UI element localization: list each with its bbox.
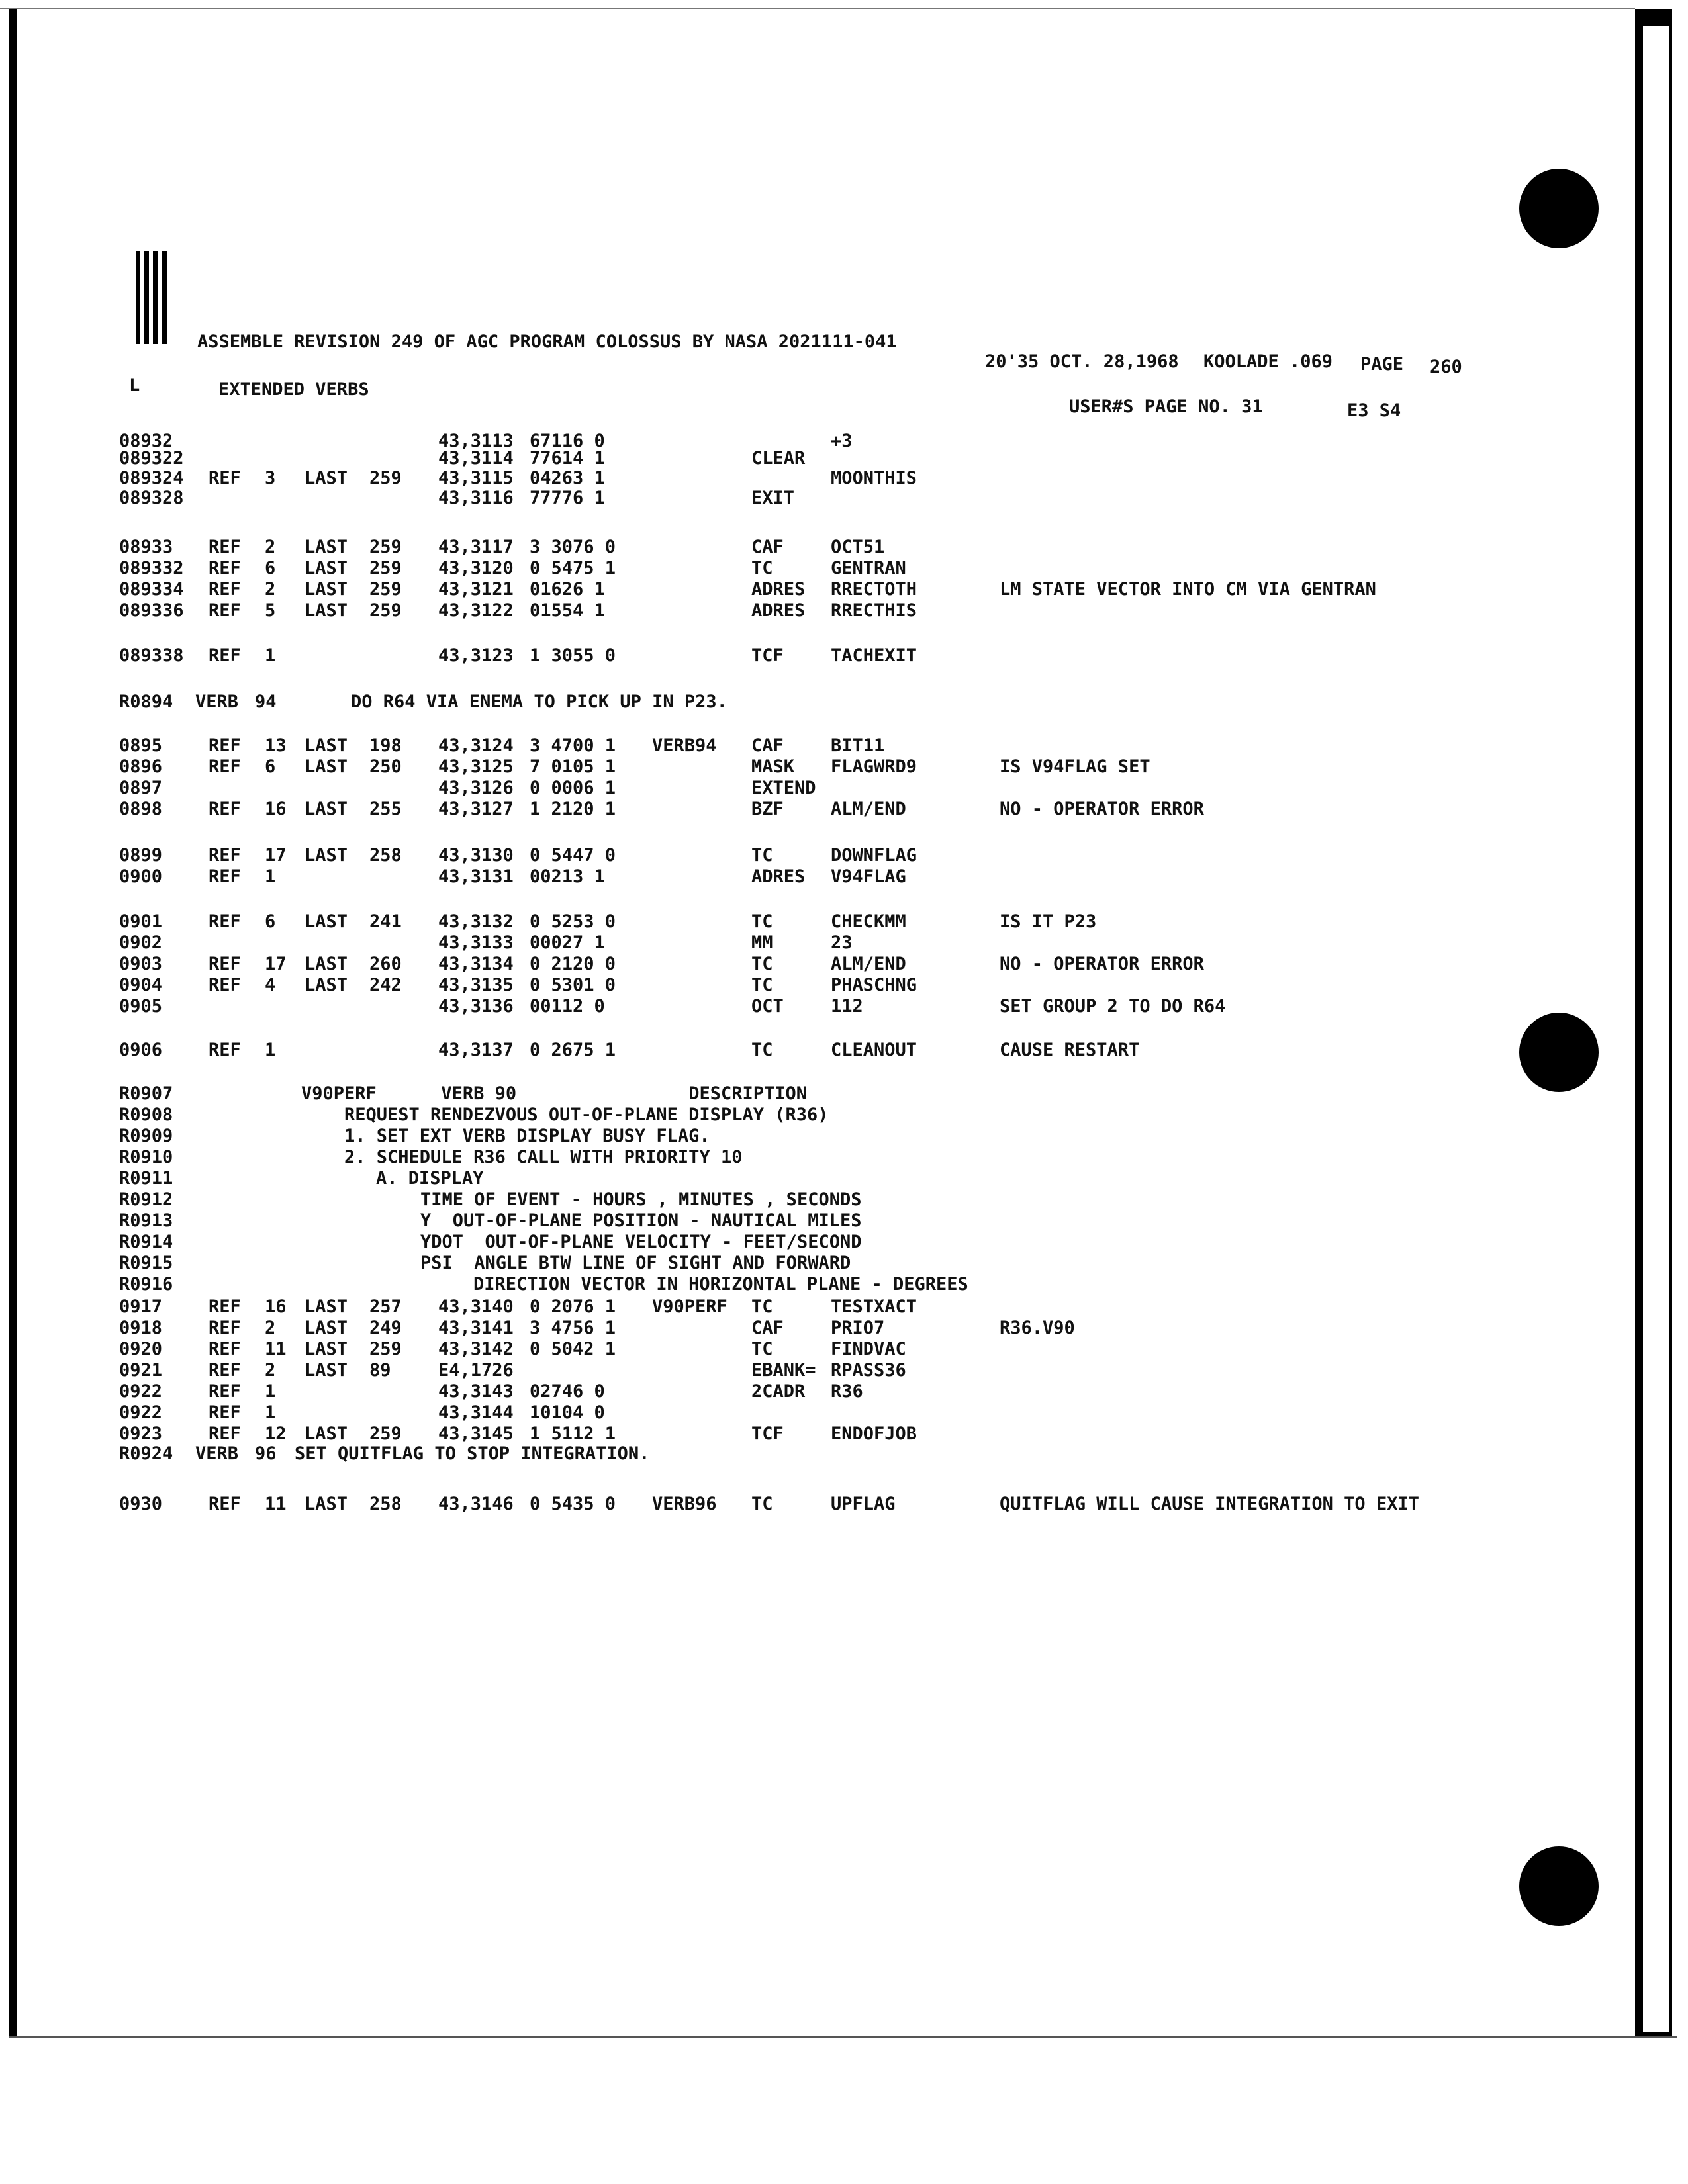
line-refn: 94 xyxy=(255,692,277,712)
line-comment: QUITFLAG WILL CAUSE INTEGRATION TO EXIT xyxy=(1000,1494,1419,1514)
line-seq: 0922 xyxy=(119,1402,163,1423)
line-refn: 2 xyxy=(265,537,276,557)
line-lastn: 259 xyxy=(369,579,402,600)
line-lastn: 249 xyxy=(369,1318,402,1338)
line-refn: 17 xyxy=(265,845,287,866)
line-text: REQUEST RENDEZVOUS OUT-OF-PLANE DISPLAY (R36) xyxy=(344,1105,829,1125)
line-label: V90PERF xyxy=(652,1297,727,1317)
line-addr: 43,3144 xyxy=(438,1402,514,1423)
user-page: USER#S PAGE NO. 31 xyxy=(1069,396,1263,417)
line-ref: REF xyxy=(209,954,241,974)
line-seq: 0895 xyxy=(119,735,163,756)
line-operand: TESTXACT xyxy=(831,1297,917,1317)
line-op: 2CADR xyxy=(751,1381,806,1402)
line-code: 00027 1 xyxy=(530,933,605,953)
listing-line xyxy=(0,995,1688,1023)
line-ref: REF xyxy=(209,866,241,887)
line-seq: 089328 xyxy=(119,488,184,508)
line-operand: PRIO7 xyxy=(831,1318,885,1338)
line-ref: REF xyxy=(209,1339,241,1359)
line-lastn: 259 xyxy=(369,1339,402,1359)
line-operand: RRECTOTH xyxy=(831,579,917,600)
line-seq: R0910 xyxy=(119,1147,173,1167)
line-text: 1. SET EXT VERB DISPLAY BUSY FLAG. xyxy=(344,1126,710,1146)
line-addr: E4,1726 xyxy=(438,1360,514,1381)
line-text: A. DISPLAY xyxy=(376,1168,484,1189)
line-code: 3 4756 1 xyxy=(530,1318,616,1338)
line-seq: R0924 xyxy=(119,1443,173,1464)
line-ref: REF xyxy=(209,1494,241,1514)
line-last: LAST xyxy=(305,579,348,600)
line-op: TCF xyxy=(751,1424,784,1444)
line-op: EXTEND xyxy=(751,778,816,798)
line-operand: CLEANOUT xyxy=(831,1040,917,1060)
line-lastn: 257 xyxy=(369,1297,402,1317)
line-seq: 089336 xyxy=(119,600,184,621)
line-ref: REF xyxy=(209,1360,241,1381)
line-refn: 11 xyxy=(265,1494,287,1514)
line-last: LAST xyxy=(305,537,348,557)
line-text: TIME OF EVENT - HOURS , MINUTES , SECONDS xyxy=(420,1189,862,1210)
line-code: 0 2076 1 xyxy=(530,1297,616,1317)
line-last: LAST xyxy=(305,1360,348,1381)
line-seq: R0914 xyxy=(119,1232,173,1252)
line-addr: 43,3134 xyxy=(438,954,514,974)
line-operand: 112 xyxy=(831,996,863,1017)
line-code: 1 2120 1 xyxy=(530,799,616,819)
line-ref: REF xyxy=(209,799,241,819)
line-code: 01626 1 xyxy=(530,579,605,600)
line-lastn: 241 xyxy=(369,911,402,932)
page-top-edge xyxy=(0,8,1635,9)
line-code: 0 5253 0 xyxy=(530,911,616,932)
line-code: 0 5475 1 xyxy=(530,558,616,578)
line-code: 7 0105 1 xyxy=(530,756,616,777)
line-refn: 1 xyxy=(265,1402,276,1423)
line-operand: FLAGWRD9 xyxy=(831,756,917,777)
line-addr: 43,3132 xyxy=(438,911,514,932)
line-addr: 43,3136 xyxy=(438,996,514,1017)
line-code: 0 5301 0 xyxy=(530,975,616,995)
line-lastn: 258 xyxy=(369,845,402,866)
header-page-label: PAGE xyxy=(1360,354,1404,375)
line-refn: 96 xyxy=(255,1443,277,1464)
line-ref: REF xyxy=(209,1424,241,1444)
sheet-id: E3 S4 xyxy=(1347,400,1401,421)
line-op: ADRES xyxy=(751,866,806,887)
line-last: LAST xyxy=(305,1297,348,1317)
line-code: 77614 1 xyxy=(530,448,605,469)
line-last: LAST xyxy=(305,735,348,756)
line-op: MASK xyxy=(751,756,795,777)
line-operand: 23 xyxy=(831,933,853,953)
line-code: 3 3076 0 xyxy=(530,537,616,557)
line-refn: 6 xyxy=(265,911,276,932)
line-seq: 0922 xyxy=(119,1381,163,1402)
line-seq: 0899 xyxy=(119,845,163,866)
line-code: 0 5447 0 xyxy=(530,845,616,866)
line-text: 2. SCHEDULE R36 CALL WITH PRIORITY 10 xyxy=(344,1147,743,1167)
line-seq: 0917 xyxy=(119,1297,163,1317)
line-lastn: 259 xyxy=(369,537,402,557)
line-addr: 43,3141 xyxy=(438,1318,514,1338)
line-op: TC xyxy=(751,954,773,974)
line-seq: 0900 xyxy=(119,866,163,887)
line-lastn: 259 xyxy=(369,468,402,488)
section-title: EXTENDED VERBS xyxy=(218,379,369,400)
header-time: 20'35 OCT. 28,1968 xyxy=(985,351,1179,372)
line-ref: REF xyxy=(209,558,241,578)
line-op: TC xyxy=(751,911,773,932)
line-seq: 0923 xyxy=(119,1424,163,1444)
line-op: TC xyxy=(751,975,773,995)
line-seq: 0921 xyxy=(119,1360,163,1381)
line-lastn: 250 xyxy=(369,756,402,777)
line-seq: 089324 xyxy=(119,468,184,488)
line-seq: 0898 xyxy=(119,799,163,819)
line-operand: CHECKMM xyxy=(831,911,906,932)
line-lastn: 258 xyxy=(369,1494,402,1514)
line-comment: IS V94FLAG SET xyxy=(1000,756,1150,777)
line-seq: R0912 xyxy=(119,1189,173,1210)
line-addr: 43,3117 xyxy=(438,537,514,557)
line-seq: 08933 xyxy=(119,537,173,557)
line-code: 00112 0 xyxy=(530,996,605,1017)
line-operand: MOONTHIS xyxy=(831,468,917,488)
line-seq: R0915 xyxy=(119,1253,173,1273)
line-ref: REF xyxy=(209,845,241,866)
line-lastn: 242 xyxy=(369,975,402,995)
punch-hole-icon xyxy=(1519,169,1599,248)
line-refn: 5 xyxy=(265,600,276,621)
line-refn: 6 xyxy=(265,756,276,777)
line-operand: BIT11 xyxy=(831,735,885,756)
line-seq: 08932 xyxy=(119,431,173,451)
line-op: OCT xyxy=(751,996,784,1017)
line-seq: 0918 xyxy=(119,1318,163,1338)
line-op: TC xyxy=(751,1494,773,1514)
line-code: 1 5112 1 xyxy=(530,1424,616,1444)
line-seq: 089338 xyxy=(119,645,184,666)
line-code: 0 2675 1 xyxy=(530,1040,616,1060)
line-code: 02746 0 xyxy=(530,1381,605,1402)
line-op: CLEAR xyxy=(751,448,806,469)
line-op: TCF xyxy=(751,645,784,666)
line-addr: 43,3137 xyxy=(438,1040,514,1060)
line-refn: 2 xyxy=(265,1318,276,1338)
line-refn: 1 xyxy=(265,1040,276,1060)
listing-line xyxy=(0,600,1688,627)
line-operand: PHASCHNG xyxy=(831,975,917,995)
line-text: YDOT OUT-OF-PLANE VELOCITY - FEET/SECOND xyxy=(420,1232,862,1252)
line-refn: 4 xyxy=(265,975,276,995)
line-operand: FINDVAC xyxy=(831,1339,906,1359)
line-text: SET QUITFLAG TO STOP INTEGRATION. xyxy=(295,1443,650,1464)
line-code: 77776 1 xyxy=(530,488,605,508)
line-comment: SET GROUP 2 TO DO R64 xyxy=(1000,996,1226,1017)
line-operand: RPASS36 xyxy=(831,1360,906,1381)
line-last: LAST xyxy=(305,954,348,974)
punch-hole-icon xyxy=(1519,1846,1599,1926)
line-refn: 16 xyxy=(265,799,287,819)
line-text: V90PERF VERB 90 DESCRIPTION xyxy=(301,1083,808,1104)
line-addr: 43,3133 xyxy=(438,933,514,953)
line-lastn: 89 xyxy=(369,1360,391,1381)
line-comment: R36.V90 xyxy=(1000,1318,1075,1338)
line-text: DO R64 VIA ENEMA TO PICK UP IN P23. xyxy=(351,692,727,712)
line-label: VERB96 xyxy=(652,1494,717,1514)
line-comment: IS IT P23 xyxy=(1000,911,1097,932)
line-op: TC xyxy=(751,558,773,578)
line-operand: OCT51 xyxy=(831,537,885,557)
line-addr: 43,3146 xyxy=(438,1494,514,1514)
line-op: CAF xyxy=(751,735,784,756)
line-last: LAST xyxy=(305,558,348,578)
line-operand: +3 xyxy=(831,431,853,451)
line-last: LAST xyxy=(305,600,348,621)
line-addr: 43,3120 xyxy=(438,558,514,578)
line-refn: 1 xyxy=(265,1381,276,1402)
line-ref: REF xyxy=(209,735,241,756)
line-seq: R0908 xyxy=(119,1105,173,1125)
line-seq: R0894 xyxy=(119,692,173,712)
line-op: CAF xyxy=(751,1318,784,1338)
line-seq: 089332 xyxy=(119,558,184,578)
line-comment: NO - OPERATOR ERROR xyxy=(1000,799,1204,819)
line-last: LAST xyxy=(305,1494,348,1514)
line-lastn: 259 xyxy=(369,558,402,578)
line-addr: 43,3126 xyxy=(438,778,514,798)
line-seq: 0930 xyxy=(119,1494,163,1514)
line-seq: 089334 xyxy=(119,579,184,600)
line-refn: 3 xyxy=(265,468,276,488)
header-page-number: 260 xyxy=(1430,357,1462,377)
header-assembler: KOOLADE .069 xyxy=(1203,351,1333,372)
line-addr: 43,3131 xyxy=(438,866,514,887)
line-seq: 0896 xyxy=(119,756,163,777)
line-addr: 43,3142 xyxy=(438,1339,514,1359)
line-seq: 0904 xyxy=(119,975,163,995)
line-ref: REF xyxy=(209,537,241,557)
line-ref: VERB xyxy=(195,692,239,712)
page-left-edge xyxy=(9,9,17,2038)
line-addr: 43,3123 xyxy=(438,645,514,666)
line-ref: REF xyxy=(209,645,241,666)
listing-line xyxy=(0,487,1688,515)
line-text: Y OUT-OF-PLANE POSITION - NAUTICAL MILES xyxy=(420,1210,862,1231)
listing-line xyxy=(0,691,1688,719)
line-ref: REF xyxy=(209,1402,241,1423)
line-seq: 0905 xyxy=(119,996,163,1017)
line-refn: 1 xyxy=(265,645,276,666)
line-op: CAF xyxy=(751,537,784,557)
listing-line xyxy=(0,1443,1688,1471)
line-comment: LM STATE VECTOR INTO CM VIA GENTRAN xyxy=(1000,579,1376,600)
line-last: LAST xyxy=(305,799,348,819)
line-seq: 089322 xyxy=(119,448,184,469)
line-refn: 2 xyxy=(265,1360,276,1381)
line-addr: 43,3124 xyxy=(438,735,514,756)
line-seq: 0902 xyxy=(119,933,163,953)
line-addr: 43,3135 xyxy=(438,975,514,995)
line-operand: RRECTHIS xyxy=(831,600,917,621)
line-seq: 0897 xyxy=(119,778,163,798)
line-code: 0 5435 0 xyxy=(530,1494,616,1514)
line-refn: 6 xyxy=(265,558,276,578)
line-refn: 13 xyxy=(265,735,287,756)
line-op: MM xyxy=(751,933,773,953)
line-addr: 43,3130 xyxy=(438,845,514,866)
line-seq: R0916 xyxy=(119,1274,173,1295)
line-code: 1 3055 0 xyxy=(530,645,616,666)
line-op: ADRES xyxy=(751,600,806,621)
line-seq: R0913 xyxy=(119,1210,173,1231)
line-lastn: 260 xyxy=(369,954,402,974)
line-operand: DOWNFLAG xyxy=(831,845,917,866)
line-code: 0 0006 1 xyxy=(530,778,616,798)
line-op: TC xyxy=(751,1040,773,1060)
line-ref: REF xyxy=(209,600,241,621)
line-text: PSI ANGLE BTW LINE OF SIGHT AND FORWARD xyxy=(420,1253,851,1273)
line-op: TC xyxy=(751,1297,773,1317)
line-operand: UPFLAG xyxy=(831,1494,896,1514)
line-comment: NO - OPERATOR ERROR xyxy=(1000,954,1204,974)
line-last: LAST xyxy=(305,756,348,777)
listing-line xyxy=(0,798,1688,826)
binder-mark-icon xyxy=(136,251,175,344)
line-refn: 1 xyxy=(265,866,276,887)
line-addr: 43,3140 xyxy=(438,1297,514,1317)
line-ref: REF xyxy=(209,468,241,488)
line-label: VERB94 xyxy=(652,735,717,756)
line-refn: 17 xyxy=(265,954,287,974)
line-last: LAST xyxy=(305,911,348,932)
line-addr: 43,3145 xyxy=(438,1424,514,1444)
line-seq: R0907 xyxy=(119,1083,173,1104)
line-ref: VERB xyxy=(195,1443,239,1464)
line-op: EXIT xyxy=(751,488,795,508)
line-code: 0 5042 1 xyxy=(530,1339,616,1359)
line-ref: REF xyxy=(209,911,241,932)
line-refn: 11 xyxy=(265,1339,287,1359)
line-ref: REF xyxy=(209,1040,241,1060)
line-code: 67116 0 xyxy=(530,431,605,451)
line-addr: 43,3121 xyxy=(438,579,514,600)
line-op: ADRES xyxy=(751,579,806,600)
listing-line xyxy=(0,645,1688,672)
line-last: LAST xyxy=(305,468,348,488)
line-code: 0 2120 0 xyxy=(530,954,616,974)
listing-line xyxy=(0,1493,1688,1521)
line-ref: REF xyxy=(209,579,241,600)
line-last: LAST xyxy=(305,1318,348,1338)
line-refn: 12 xyxy=(265,1424,287,1444)
line-lastn: 259 xyxy=(369,1424,402,1444)
line-lastn: 198 xyxy=(369,735,402,756)
header-title: ASSEMBLE REVISION 249 OF AGC PROGRAM COLOSSUS BY NASA 2021111-041 xyxy=(197,332,897,352)
line-addr: 43,3114 xyxy=(438,448,514,469)
line-lastn: 255 xyxy=(369,799,402,819)
line-operand: GENTRAN xyxy=(831,558,906,578)
line-operand: R36 xyxy=(831,1381,863,1402)
line-addr: 43,3127 xyxy=(438,799,514,819)
line-operand: ENDOFJOB xyxy=(831,1424,917,1444)
line-last: LAST xyxy=(305,1339,348,1359)
line-operand: V94FLAG xyxy=(831,866,906,887)
line-last: LAST xyxy=(305,1424,348,1444)
line-op: BZF xyxy=(751,799,784,819)
section-letter: L xyxy=(129,375,140,396)
line-operand: ALM/END xyxy=(831,799,906,819)
line-ref: REF xyxy=(209,1318,241,1338)
line-seq: 0906 xyxy=(119,1040,163,1060)
page-bottom-edge xyxy=(9,2036,1677,2038)
line-addr: 43,3116 xyxy=(438,488,514,508)
line-operand: ALM/END xyxy=(831,954,906,974)
line-code: 01554 1 xyxy=(530,600,605,621)
line-op: TC xyxy=(751,1339,773,1359)
line-seq: 0920 xyxy=(119,1339,163,1359)
line-addr: 43,3125 xyxy=(438,756,514,777)
line-addr: 43,3113 xyxy=(438,431,514,451)
line-text: DIRECTION VECTOR IN HORIZONTAL PLANE - DEGREES xyxy=(473,1274,968,1295)
line-ref: REF xyxy=(209,1381,241,1402)
line-code: 00213 1 xyxy=(530,866,605,887)
line-ref: REF xyxy=(209,756,241,777)
line-addr: 43,3143 xyxy=(438,1381,514,1402)
line-ref: REF xyxy=(209,975,241,995)
line-seq: R0911 xyxy=(119,1168,173,1189)
line-lastn: 259 xyxy=(369,600,402,621)
line-code: 3 4700 1 xyxy=(530,735,616,756)
line-op: TC xyxy=(751,845,773,866)
line-ref: REF xyxy=(209,1297,241,1317)
line-addr: 43,3122 xyxy=(438,600,514,621)
line-seq: 0903 xyxy=(119,954,163,974)
line-last: LAST xyxy=(305,845,348,866)
line-refn: 16 xyxy=(265,1297,287,1317)
line-seq: R0909 xyxy=(119,1126,173,1146)
line-refn: 2 xyxy=(265,579,276,600)
line-code: 04263 1 xyxy=(530,468,605,488)
line-addr: 43,3115 xyxy=(438,468,514,488)
listing-line xyxy=(0,866,1688,893)
line-seq: 0901 xyxy=(119,911,163,932)
line-comment: CAUSE RESTART xyxy=(1000,1040,1140,1060)
line-op: EBANK= xyxy=(751,1360,816,1381)
line-code: 10104 0 xyxy=(530,1402,605,1423)
line-operand: TACHEXIT xyxy=(831,645,917,666)
line-last: LAST xyxy=(305,975,348,995)
listing-line xyxy=(0,1039,1688,1067)
